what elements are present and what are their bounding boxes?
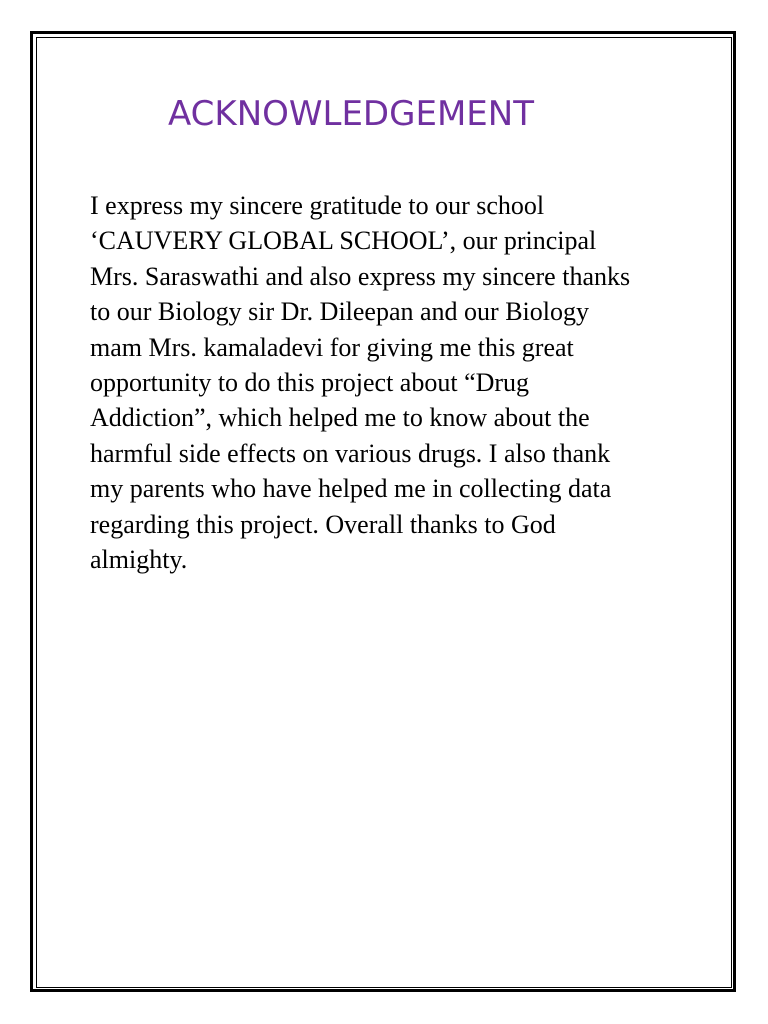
- page-title: ACKNOWLEDGEMENT: [168, 94, 534, 134]
- acknowledgement-paragraph: [90, 188, 630, 577]
- paragraph-line: my parents who have helped me in collecting data: [90, 474, 612, 504]
- paragraph-line: I express my sincere gratitude to our school: [90, 191, 545, 220]
- paragraph-line: regarding this project. Overall thanks to God: [90, 509, 556, 539]
- paragraph-line: Mrs. Saraswathi and also express my sincere thanks: [90, 261, 631, 291]
- paragraph-line: to our Biology sir Dr. Dileepan and our Biology: [90, 297, 590, 327]
- paragraph-line: ‘CAUVERY GLOBAL SCHOOL’, our principal: [90, 226, 597, 256]
- paragraph-line: Addiction”, which helped me to know about the: [90, 403, 590, 433]
- paragraph-line: almighty.: [90, 545, 188, 575]
- paragraph-line: opportunity to do this project about “Drug: [90, 368, 530, 398]
- paragraph-line: harmful side effects on various drugs. I also thank: [90, 438, 611, 468]
- paragraph-line: mam Mrs. kamaladevi for giving me this great: [90, 332, 574, 362]
